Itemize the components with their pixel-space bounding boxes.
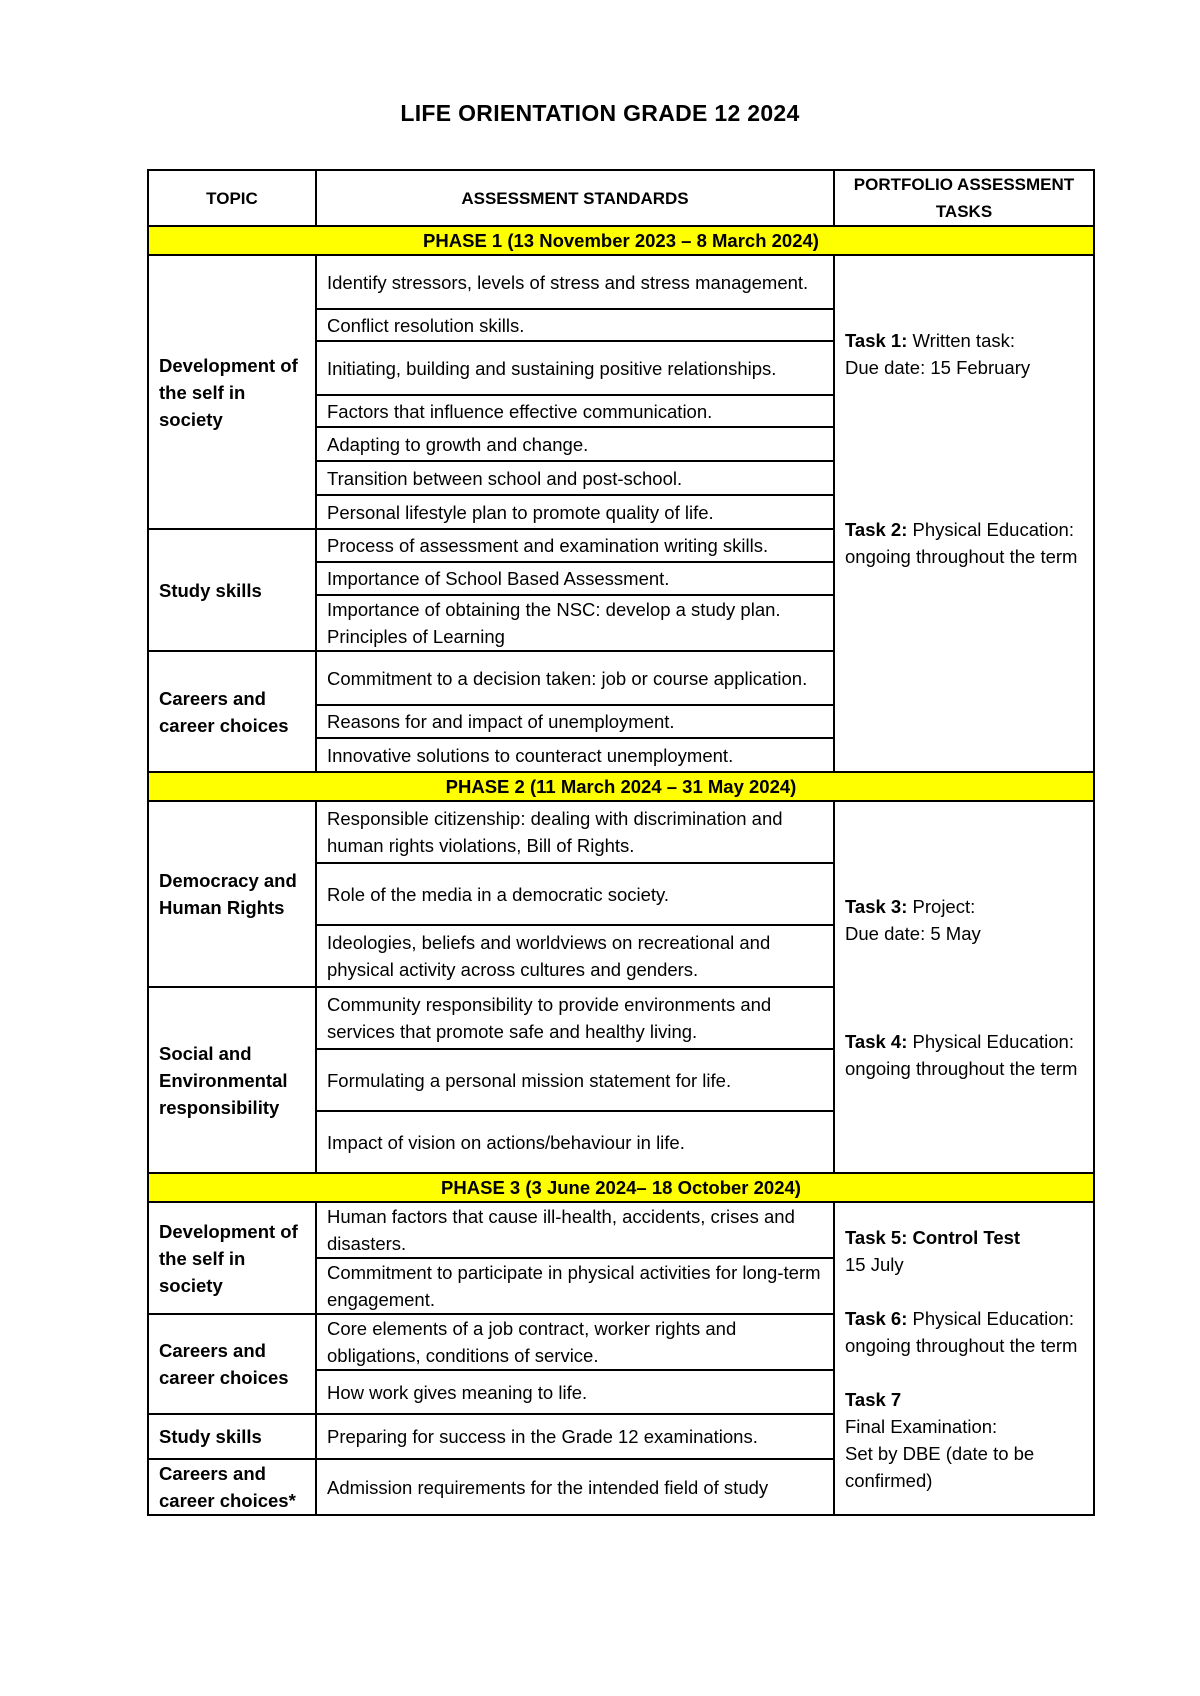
standard-cell: Community responsibility to provide environments and services that promote safe and healthy living.: [316, 987, 834, 1049]
topic-cell: Democracy and Human Rights: [148, 801, 316, 987]
phase-row: [148, 226, 1094, 255]
standard-cell: Commitment to participate in physical activities for long-term engagement.: [316, 1258, 834, 1314]
assessment-table: [147, 169, 1095, 1516]
header-topic: TOPIC: [148, 170, 316, 226]
standard-cell: Innovative solutions to counteract unemployment.: [316, 738, 834, 772]
standard-cell: Reasons for and impact of unemployment.: [316, 705, 834, 738]
standard-cell: Role of the media in a democratic society.: [316, 863, 834, 925]
header-tasks: PORTFOLIO ASSESSMENT TASKS: [834, 170, 1094, 226]
standard-cell: Personal lifestyle plan to promote quality of life.: [316, 495, 834, 529]
standard-cell: Initiating, building and sustaining positive relationships.: [316, 341, 834, 395]
standard-cell: Impact of vision on actions/behaviour in life.: [316, 1111, 834, 1173]
table-header-row: [148, 170, 1094, 226]
task-label: Task 6:: [845, 1307, 908, 1329]
task-due: Due date: 5 May: [845, 922, 981, 944]
standard-cell: Importance of School Based Assessment.: [316, 562, 834, 595]
standard-cell: Formulating a personal mission statement for life.: [316, 1049, 834, 1111]
phase-3-tasks: [834, 1202, 1094, 1515]
task-due: Due date: 15 February: [845, 357, 1031, 378]
phase-1-label: PHASE 1 (13 November 2023 – 8 March 2024): [148, 226, 1094, 255]
standard-cell: Preparing for success in the Grade 12 examinations.: [316, 1414, 834, 1459]
topic-cell: Development of the self in society: [148, 255, 316, 529]
table-row: [148, 255, 1094, 309]
standard-cell: Core elements of a job contract, worker rights and obligations, conditions of service.: [316, 1314, 834, 1370]
topic-cell: Social and Environmental responsibility: [148, 987, 316, 1173]
task-text: Final Examination:: [845, 1415, 998, 1437]
phase-2-tasks: [834, 801, 1094, 1173]
standard-cell: Importance of obtaining the NSC: develop a study plan. Principles of Learning: [316, 595, 834, 651]
task-label: Task 3:: [845, 895, 908, 917]
phase-row: [148, 772, 1094, 801]
topic-cell: Careers and career choices*: [148, 1459, 316, 1515]
table-row: [148, 1202, 1094, 1258]
standard-cell: Transition between school and post-school.: [316, 461, 834, 495]
topic-cell: Study skills: [148, 529, 316, 651]
topic-cell: Development of the self in society: [148, 1202, 316, 1314]
standard-cell: Ideologies, beliefs and worldviews on recreational and physical activity across cultures and genders.: [316, 925, 834, 987]
phase-3-label: PHASE 3 (3 June 2024– 18 October 2024): [148, 1173, 1094, 1202]
header-standards: ASSESSMENT STANDARDS: [316, 170, 834, 226]
standard-cell: Human factors that cause ill-health, accidents, crises and disasters.: [316, 1202, 834, 1258]
topic-cell: Careers and career choices: [148, 1314, 316, 1414]
standard-cell: Commitment to a decision taken: job or course application.: [316, 651, 834, 705]
standard-cell: Process of assessment and examination writing skills.: [316, 529, 834, 562]
task-label: Task 2:: [845, 519, 908, 540]
task-text: Written task:: [912, 330, 1015, 351]
topic-cell: Careers and career choices: [148, 651, 316, 772]
task-label: Task 7: [845, 1388, 902, 1410]
table-row: [148, 801, 1094, 863]
task-text: Project:: [912, 895, 976, 917]
task-text: Physical Education: ongoing throughout the term: [845, 1307, 1078, 1356]
task-date: 15 July: [845, 1253, 904, 1275]
phase-2-label: PHASE 2 (11 March 2024 – 31 May 2024): [148, 772, 1094, 801]
standard-cell: Responsible citizenship: dealing with discrimination and human rights violations, Bill of Rights.: [316, 801, 834, 863]
page-title: LIFE ORIENTATION GRADE 12 2024: [400, 100, 800, 126]
standard-cell: Adapting to growth and change.: [316, 427, 834, 461]
standard-cell: Conflict resolution skills.: [316, 309, 834, 341]
task-label: Task 4:: [845, 1030, 908, 1052]
standard-cell: Admission requirements for the intended field of study: [316, 1459, 834, 1515]
phase-row: [148, 1173, 1094, 1202]
topic-cell: Study skills: [148, 1414, 316, 1459]
task-text: Physical Education: ongoing throughout the term: [845, 1030, 1078, 1079]
phase-1-tasks: [834, 255, 1094, 772]
task-text: Set by DBE (date to be confirmed): [845, 1442, 1035, 1491]
standard-cell: Identify stressors, levels of stress and stress management.: [316, 255, 834, 309]
task-label: Task 5: Control Test: [845, 1226, 1021, 1248]
task-text: Physical Education: ongoing throughout the term: [845, 519, 1078, 567]
standard-cell: How work gives meaning to life.: [316, 1370, 834, 1414]
standard-cell: Factors that influence effective communication.: [316, 395, 834, 427]
task-label: Task 1:: [845, 330, 908, 351]
